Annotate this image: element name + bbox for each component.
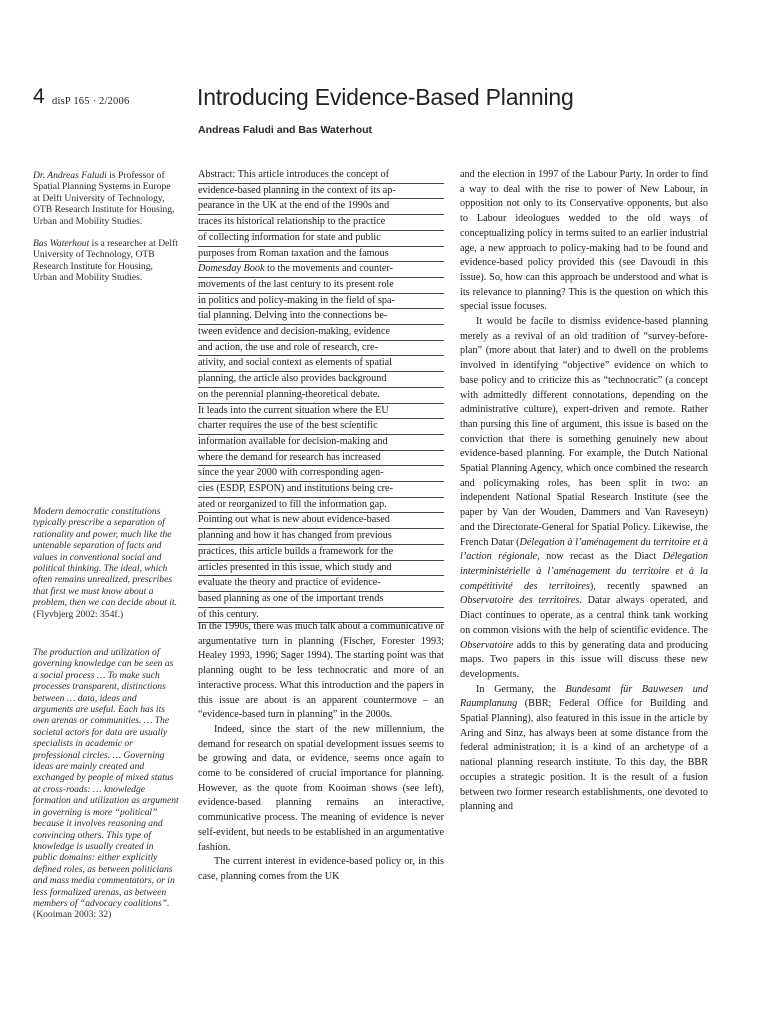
- bio-waterhout-name: Bas Waterhout: [33, 238, 90, 250]
- body-paragraph: and the election in 1997 of the Labour Party. In order to find a way to deal with the rise to power of New Labour, in opposition not only to its Conservative opponents, but also to Labour ideologues wedded to the old ways of conceptualizing policy in terms suited to an earlier industrial age, a new approach to policy-making had to be found and evidence-based policy provided this (see Davoudi in this issue). So, how can this approach be understood and what is its relevance to planning? This is the question on which this special issue focuses.: [460, 169, 708, 313]
- body-text: , now recast as the Diact: [537, 551, 663, 563]
- sidebar-quote-kooiman: [33, 647, 179, 921]
- body-italic: Délegation interministérielle à l’aménagement du territoire et à la compétitivité des territoires: [460, 551, 708, 592]
- body-italic: Observatoire des territoires: [460, 595, 580, 607]
- abstract-line: and action, the use and role of research, cre-: [198, 341, 444, 357]
- quote2-text: The production and utilization of governing knowledge can be seen as a social process … To make such processes transparent, distinctions between … data, ideas and arguments are useful. Each has its own arenas or communities. … The societal actors for data are usually specialists in academic or professional circles. … Governing ideas are mainly created and exchanged by people of mixed status at cross-roads: … knowledge formation and utilization as argument in governing is more “political” because it involves reasoning and convincing others. This type of knowledge is usually created in public domains: either explicitly defined roles, as between politicians and mass media commentators, or in less formalized arenas, as between members of “advocacy coalitions”.: [33, 647, 179, 909]
- abstract-line: of collecting information for state and public: [198, 231, 444, 247]
- body-column-left: [198, 620, 444, 885]
- abstract-line: traces its historical relationship to the practice: [198, 215, 444, 231]
- body-paragraph: [460, 683, 708, 815]
- body-paragraph: In the 1990s, there was much talk about a communicative or argumentative turn in planning (Fischer, Forester 1993; Healey 1993, 1996; Sager 1994). The starting point was that planning ought to be less technocratic and more of an interactive process. What this introduction and the papers in this issue are about is an apparent countermove – an “evidence-based turn in planning” in the 2000s.: [198, 621, 444, 721]
- body-paragraph: [460, 315, 708, 683]
- article-authors: Andreas Faludi and Bas Waterhout: [198, 124, 373, 136]
- sidebar-quote-flyvbjerg: [33, 506, 179, 620]
- quote1-text: Modern democratic constitutions typically prescribe a separation of rationality and power, much like the untenable separation of facts and values in conventional social and political thinking. The ideal, which often remains unrealized, prescribes that first we must know about a problem, then we can decide about it.: [33, 506, 178, 609]
- abstract-line: evaluate the theory and practice of evidence-: [198, 576, 444, 592]
- body-italic: Délegation à l’aménagement du territoire et à l’action régionale: [460, 536, 708, 563]
- abstract-line: movements of the last century to its present role: [198, 278, 444, 294]
- abstract-line: charter requires the use of the best scientific: [198, 419, 444, 435]
- body-column-right: [460, 168, 708, 815]
- author-bios: [33, 170, 179, 295]
- abstract-line: ated or reorganized to fill the information gap.: [198, 498, 444, 514]
- body-text: In Germany, the: [476, 683, 566, 695]
- article-title: Introducing Evidence-Based Planning: [197, 84, 574, 110]
- journal-issue: disP 165 · 2/2006: [52, 96, 130, 107]
- body-text: adds to this by generating data and producing maps. Two papers in this issue will discuss these new developments.: [460, 639, 708, 680]
- abstract-italic: Domesday Book: [198, 263, 265, 275]
- quote2-cite: (Kooiman 2003: 32): [33, 909, 112, 921]
- abstract-line: planning and how it has changed from previous: [198, 529, 444, 545]
- abstract-line: of this century.: [198, 608, 444, 624]
- body-text: (BBR; Federal Office for Building and Spatial Planning), also featured in this issue in the article by Aring and Sinz, has always been at some distance from the federal administration; it is a kind of an archetype of a national planning research institute. To this day, the BBR occupies a strategic position. It is the result of a fusion between two former research establishments, one devoted to planning and: [460, 698, 708, 813]
- abstract-line: purposes from Roman taxation and the famous: [198, 247, 444, 263]
- abstract-line: Abstract: This article introduces the concept of: [198, 168, 444, 184]
- abstract-line: planning, the article also provides background: [198, 372, 444, 388]
- body-paragraph: The current interest in evidence-based policy or, in this case, planning comes from the UK: [198, 856, 444, 882]
- abstract-line: on the perennial planning-theoretical debate.: [198, 388, 444, 404]
- abstract-line: cies (ESDP, ESPON) and institutions being cre-: [198, 482, 444, 498]
- abstract-line: information available for decision-making and: [198, 435, 444, 451]
- body-italic: Bundesamt für Bauwesen und Raumplanung: [460, 683, 708, 710]
- abstract-line: tial planning. Delving into the connections be-: [198, 309, 444, 325]
- abstract-line: pearance in the UK at the end of the 1990s and: [198, 199, 444, 215]
- body-text: . Datar always operated, and Diact continues to operate, as a central think tank working on common visions with the help of scientific evidence. The: [460, 595, 708, 636]
- abstract-line: It leads into the current situation where the EU: [198, 404, 444, 420]
- abstract-line: tween evidence and decision-making, evidence: [198, 325, 444, 341]
- abstract-line: based planning as one of the important trends: [198, 592, 444, 608]
- bio-faludi: [33, 170, 179, 227]
- body-paragraph: Indeed, since the start of the new millennium, the demand for research on spatial development issues seems to be growing and data, or evidence, seems once again to come to be considered of crucial importance for planning. However, as the quote from Kooiman shows (see left), evidence-based planning remains an interactive, communicative process. The meaning of evidence is never self-evident, but needs to be established in an argumentative fashion.: [198, 723, 444, 853]
- abstract-line: ativity, and social context as elements of spatial: [198, 356, 444, 372]
- abstract-line: practices, this article builds a framework for the: [198, 545, 444, 561]
- quote1-cite: (Flyvbjerg 2002: 354f.): [33, 608, 124, 620]
- bio-faludi-name: Dr. Andreas Faludi: [33, 170, 107, 181]
- bio-waterhout-text: is a researcher at Delft University of Technology, OTB Research Institute for Housing, Urban and Mobility Studies.: [33, 238, 178, 284]
- abstract-line: Pointing out what is new about evidence-based: [198, 513, 444, 529]
- abstract-line: articles presented in this issue, which study and: [198, 561, 444, 577]
- page-number: 4: [33, 85, 45, 108]
- abstract-line: where the demand for research has increased: [198, 451, 444, 467]
- bio-waterhout: [33, 238, 179, 284]
- bio-faludi-text: is Professor of Spatial Planning Systems in Europe at Delft University of Technology, OTB Research Institute for Housing, Urban and Mobility Studies.: [33, 170, 175, 227]
- abstract: [198, 168, 444, 623]
- abstract-line: since the year 2000 with corresponding agen-: [198, 466, 444, 482]
- body-text: ), recently spawned an: [589, 580, 708, 592]
- abstract-line: Domesday Book to the movements and counter-: [198, 262, 444, 278]
- abstract-line: evidence-based planning in the context of its ap-: [198, 184, 444, 200]
- abstract-line: in politics and policy-making in the field of spa-: [198, 294, 444, 310]
- body-italic: Observatoire: [460, 639, 514, 651]
- body-text: It would be facile to dismiss evidence-based planning merely as a revival of an old tradition of “survey-before-plan” (more about that later) and to dwell on the problems involved in identifying “objective” evidence on which to base policy and to criticize this as “technocratic” (a concept with admittedly different connotations, depending on the administrative culture), expert-driven and remote. Rather than pursing this line of argument, this issue is based on the conviction that there is something genuinely new about evidence-based planning. For example, the Dutch National Spatial Planning Agency, which once combined the research and policymaking roles, has been split in two: an independent National Spatial Research Institute (see the paper by Van der Wouden, Dammers and Van Raveseyn) and the Directorate-General for Spatial Policy. Likewise, the French Datar (: [460, 316, 708, 548]
